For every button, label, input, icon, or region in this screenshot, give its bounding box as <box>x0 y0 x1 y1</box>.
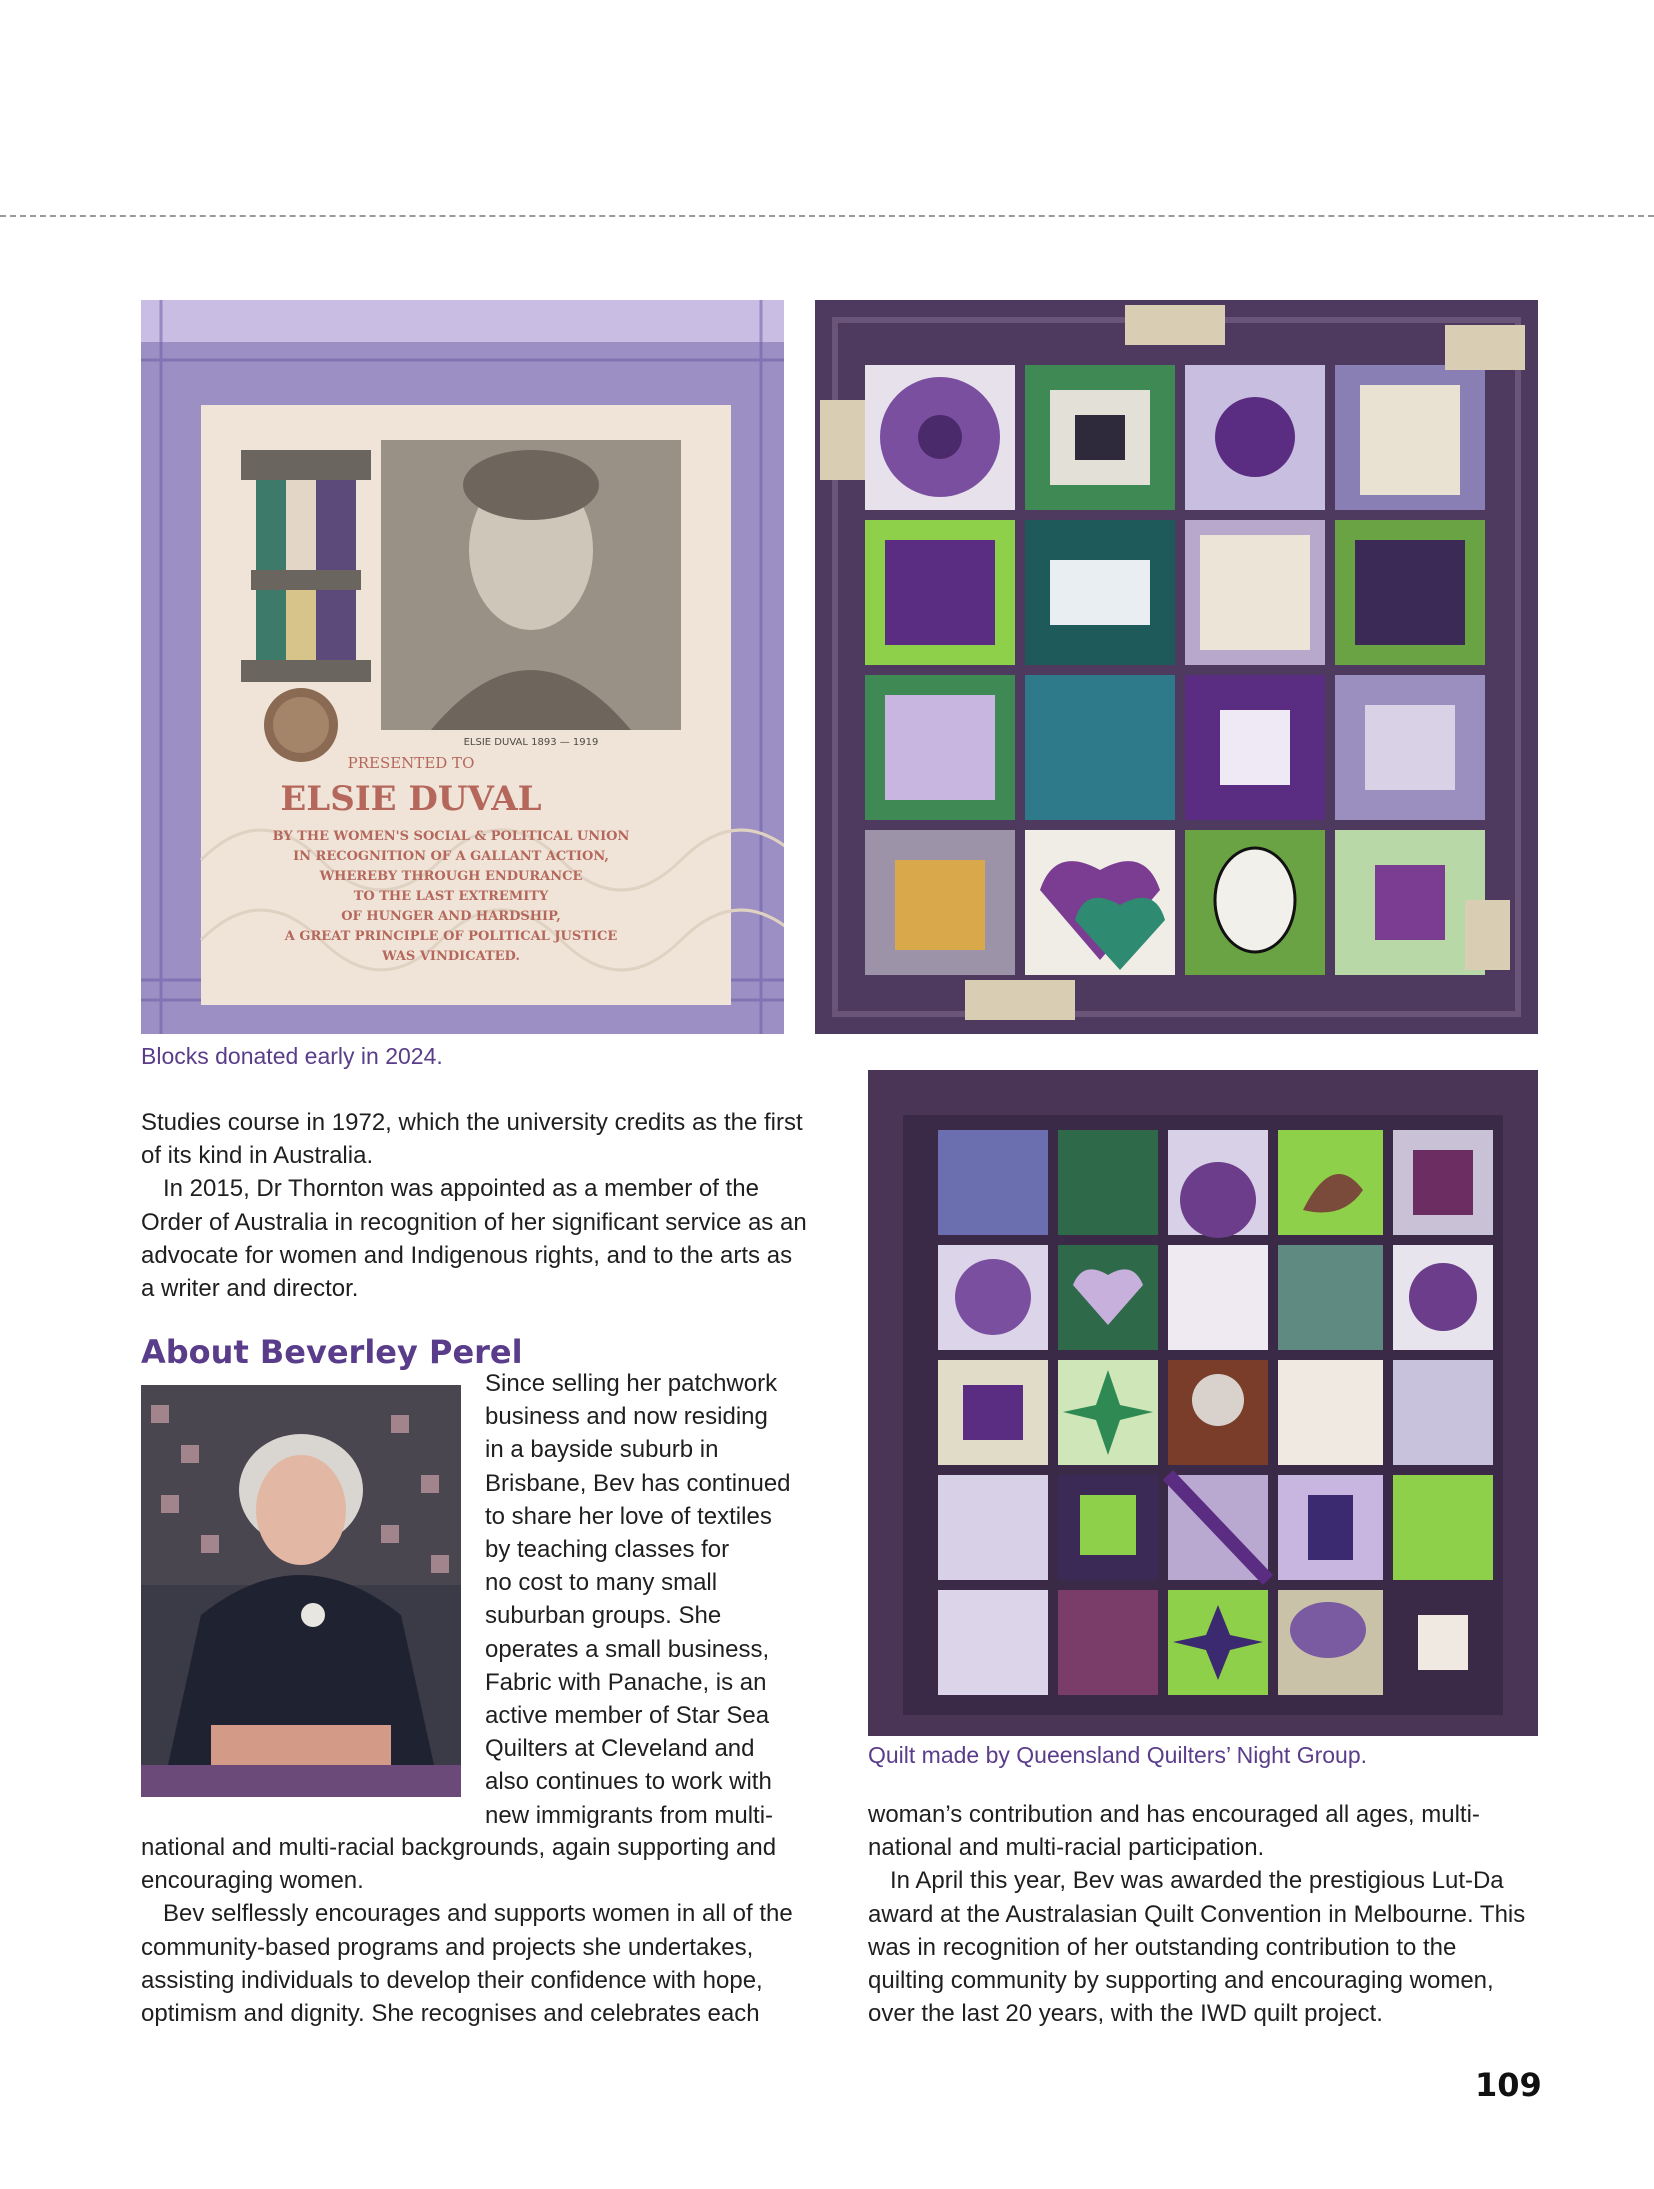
blocks-quilt-photo <box>815 300 1538 1034</box>
right-column-text <box>868 1798 1538 2030</box>
elsie-name-text: ELSIE DUVAL <box>280 779 542 819</box>
paragraph: woman’s contribution and has encouraged all ages, multi-national and multi-racial participation. <box>868 1801 1480 1862</box>
block-text-line: IN RECOGNITION OF A GALLANT ACTION, <box>293 849 609 864</box>
block-text-line: TO THE LAST EXTREMITY <box>353 889 549 904</box>
paragraph: Studies course in 1972, which the university credits as the first of its kind in Australia. <box>141 1109 803 1170</box>
page-number: 109 <box>1475 2066 1542 2104</box>
wrap-line: operates a small business, <box>485 1635 770 1663</box>
beverley-perel-portrait <box>141 1385 461 1797</box>
wrap-line: in a bayside suburb in <box>485 1436 719 1464</box>
caption-blocks-donated: Blocks donated early in 2024. <box>141 1043 443 1069</box>
section-heading: About Beverley Perel <box>141 1333 523 1371</box>
wrap-line: also continues to work with <box>485 1768 772 1796</box>
wrap-text-block <box>485 1367 815 1832</box>
block-text-line: WAS VINDICATED. <box>382 949 520 964</box>
wrap-line: new immigrants from multi- <box>485 1801 774 1829</box>
left-column-bottom-text <box>141 1831 811 2030</box>
wrap-line: Since selling her patchwork <box>485 1370 778 1397</box>
wrap-line: Fabric with Panache, is an <box>485 1668 767 1696</box>
presented-to-text: PRESENTED TO <box>347 754 475 772</box>
wrap-line: no cost to many small <box>485 1569 718 1597</box>
wrap-line: Quilters at Cleveland and <box>485 1735 755 1763</box>
wrap-line: business and now residing <box>485 1403 768 1431</box>
block-text-line: A GREAT PRINCIPLE OF POLITICAL JUSTICE <box>284 929 618 944</box>
left-column-top-text <box>141 1106 811 1305</box>
block-text-line: BY THE WOMEN'S SOCIAL & POLITICAL UNION <box>272 829 630 844</box>
block-text-line: WHEREBY THROUGH ENDURANCE <box>319 869 583 884</box>
wrap-line: active member of Star Sea <box>485 1702 770 1730</box>
caption-night-group-quilt: Quilt made by Queensland Quilters’ Night Group. <box>868 1742 1368 1768</box>
paragraph: In April this year, Bev was awarded the prestigious Lut-Da award at the Australasian Quilt Convention in Melbourne. This was in recognition of her outstanding contribution to the quilting community by supporting and encouraging women, over the last 20 years, with the IWD quilt project. <box>868 1867 1526 2028</box>
wrap-line: by teaching classes for <box>485 1536 730 1564</box>
paragraph: In 2015, Dr Thornton was appointed as a member of the Order of Australia in recognition of her significant service as an advocate for women and Indigenous rights, and to the arts as a writer and director. <box>141 1175 807 1303</box>
paragraph: national and multi-racial backgrounds, again supporting and encouraging women. <box>141 1834 777 1895</box>
block-text-line: OF HUNGER AND HARDSHIP, <box>341 909 561 924</box>
wrap-line: suburban groups. She <box>485 1602 722 1630</box>
paragraph: Bev selflessly encourages and supports women in all of the community-based programs and projects she undertakes, assisting individuals to develop their confidence with hope, optimism and dignity. She recognises and celebrates each <box>141 1900 793 2028</box>
night-group-quilt-photo <box>868 1070 1538 1736</box>
wrap-line: to share her love of textiles <box>485 1502 772 1530</box>
top-dashed-rule <box>0 215 1654 217</box>
wrap-line: Brisbane, Bev has continued <box>485 1469 791 1497</box>
portrait-caption: ELSIE DUVAL 1893 — 1919 <box>463 737 599 748</box>
elsie-duval-block-photo <box>141 300 784 1034</box>
